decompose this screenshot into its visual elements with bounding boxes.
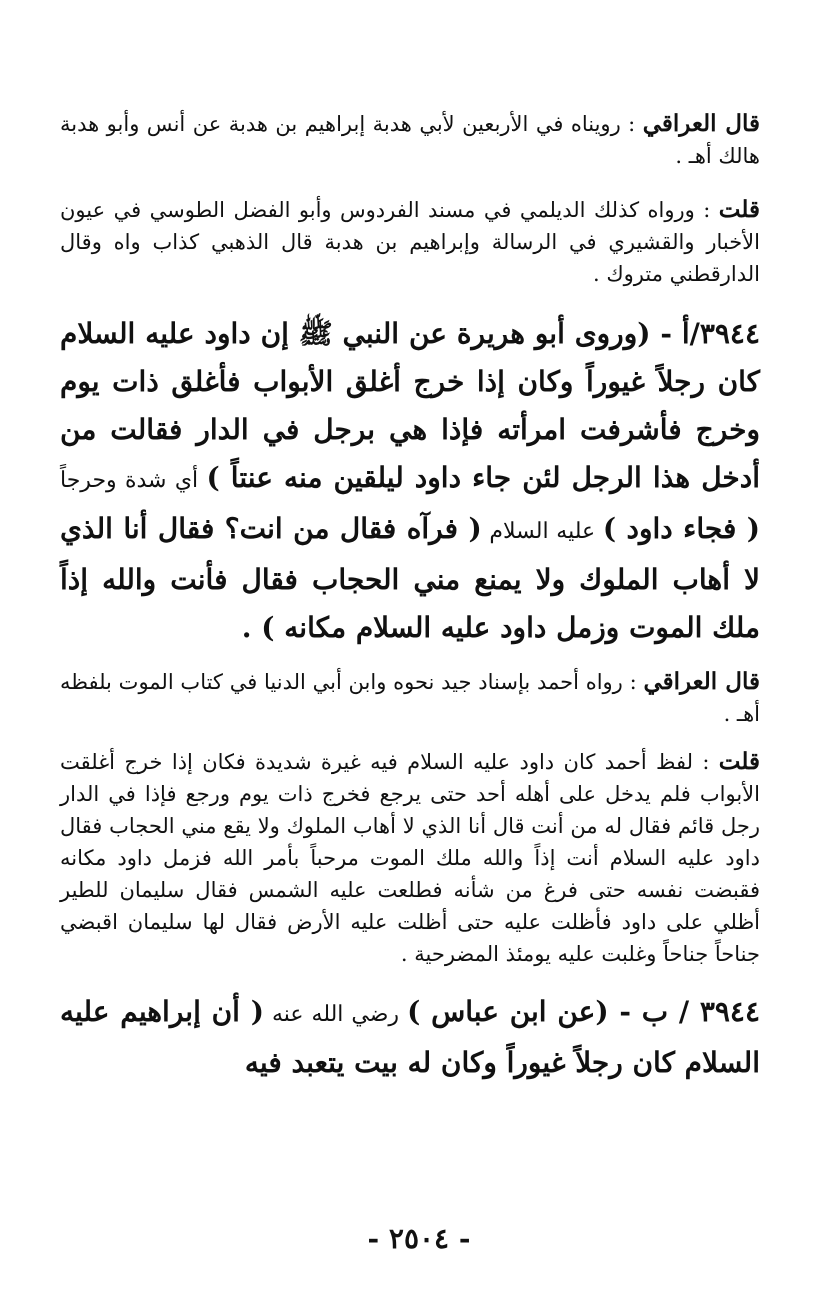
hadith-text: ( أن إبراهيم عليه السلام كان رجلاً غيوراً وكان له بيت يتعبد فيه — [60, 995, 760, 1079]
hadith-3944-a — [60, 310, 760, 652]
paragraph-qult-1 — [60, 194, 760, 290]
paragraph-iraqi-2 — [60, 666, 760, 730]
paragraph-text: : رويناه في الأربعين لأبي هدبة إبراهيم بن هدبة عن أنس وأبو هدبة هالك أهـ . — [60, 112, 760, 168]
page-body — [60, 108, 760, 1087]
hadith-text: ٣٩٤٤ / ب - (عن ابن عباس ) — [407, 995, 760, 1028]
hadith-text: ٣٩٤٤/أ - (وروى أبو هريرة عن النبي ﷺ إن داود عليه السلام كان رجلاً غيوراً وكان إذا خرج أغلق الأبواب فأغلق ذات يوم وخرج فأشرفت امرأته فإذا هي برجل في الدار فقالت من أدخل هذا الرجل لئن جاء داود ليلقين منه عنتاً ) — [60, 317, 761, 494]
paragraph-text: : ورواه كذلك الديلمي في مسند الفردوس وأبو الفضل الطوسي في عيون الأخبار والقشيري في الرسالة وإبراهيم بن هدبة قال الذهبي كذاب واه وقال الدارقطني متروك . — [60, 198, 760, 286]
hadith-3944-b — [60, 988, 760, 1087]
page-number: - ٢٥٠٤ - — [367, 1222, 471, 1255]
paragraph-qult-2 — [60, 746, 760, 970]
hadith-text: ( فرآه فقال من انت؟ فقال أنا الذي لا أهاب الملوك ولا يمنع مني الحجاب فقال فأنت والله إذاً ملك الموت وزمل داود عليه السلام مكانه ) . — [60, 512, 760, 644]
paragraph-iraqi-1 — [60, 108, 760, 172]
paragraph-lead: قال العراقي — [642, 110, 760, 137]
paragraph-lead: قلت — [718, 748, 760, 775]
paragraph-lead: قال العراقي — [643, 668, 760, 695]
hadith-text: ( فجاء داود ) — [602, 512, 761, 545]
paragraph-text: : رواه أحمد بإسناد جيد نحوه وابن أبي الدنيا في كتاب الموت بلفظه أهـ . — [60, 670, 760, 726]
commentary-text: أي شدة وحرجاً — [60, 468, 207, 493]
paragraph-text: : لفظ أحمد كان داود عليه السلام فيه غيرة شديدة فكان إذا خرج أغلقت الأبواب فلم يدخل على أهله أحد حتى يرجع فخرج ذات يوم ورجع فإذا في الدار رجل قائم فقال له من أنت قال أنا الذي لا أهاب الملوك ولا يقع مني الحجاب فقال داود عليه السلام أنت إذاً والله ملك الموت مرحباً بأمر الله فزمل داود مكانه فقبضت نفسه حتى فرغ من شأنه فطلعت عليه الشمس فقال سليمان للطير أظلي على داود فأظلت عليه حتى أظلت عليه الأرض فقال لها سليمان اقبضي جناحاً جناحاً وغلبت عليه يومئذ المضرحية . — [60, 750, 760, 966]
commentary-text: رضي الله عنه — [263, 1002, 408, 1027]
paragraph-lead: قلت — [718, 196, 760, 223]
commentary-text: عليه السلام — [481, 519, 603, 544]
